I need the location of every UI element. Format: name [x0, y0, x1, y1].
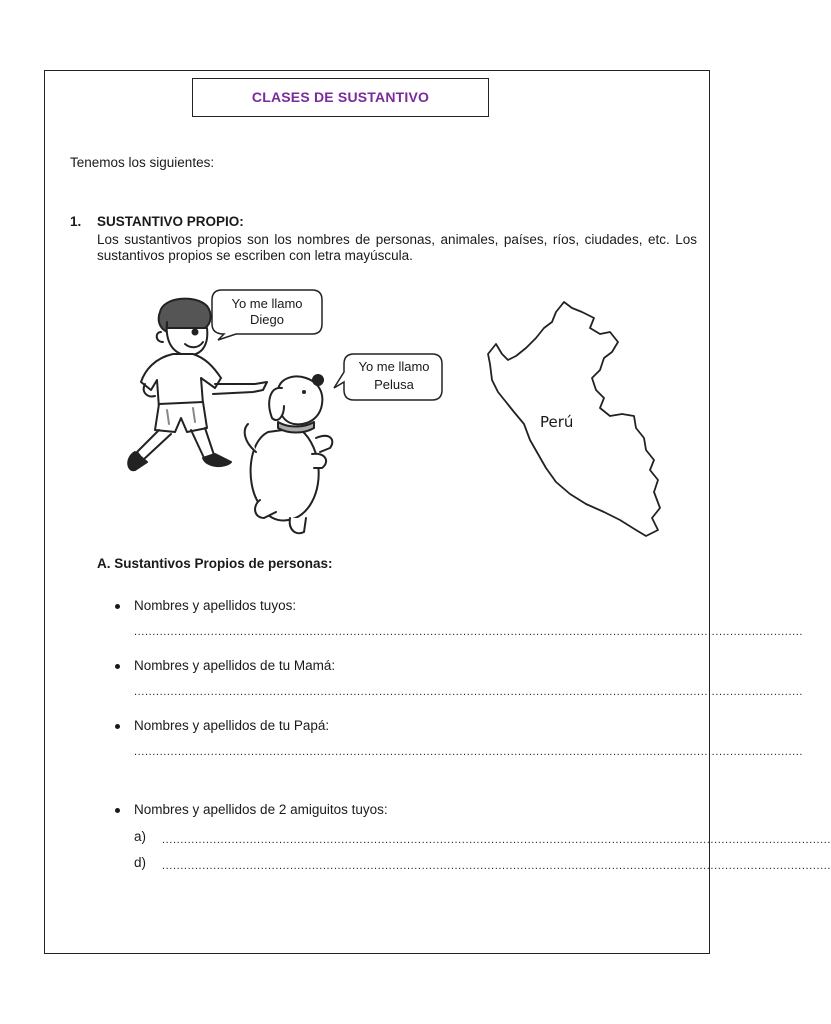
item-label: Nombres y apellidos tuyos:: [134, 598, 297, 613]
friend-letter: d): [134, 855, 147, 870]
bullet-dot: [115, 604, 120, 609]
map-label: Perú: [540, 413, 574, 431]
peru-map: [486, 298, 672, 542]
boy-bubble-line1: Yo me llamo: [231, 296, 303, 311]
bullet-dot: [115, 664, 120, 669]
bullet-dot: [115, 724, 120, 729]
bullet-dot: [115, 808, 120, 813]
section-paragraph: Los sustantivos propios son los nombres de personas, animales, países, ríos, ciudades, etc. Los sustantivos propios se escriben con letra mayúscula.: [97, 232, 697, 263]
boy-bubble-line2: Diego: [250, 312, 284, 327]
dog-bubble-line1: Yo me llamo: [358, 359, 430, 374]
fill-line[interactable]: .......................................................................................................................................................................................: [134, 746, 804, 758]
friend-letter: a): [134, 829, 147, 844]
item-label: Nombres y apellidos de tu Mamá:: [134, 658, 336, 673]
section-number: 1.: [70, 214, 82, 229]
item-label: Nombres y apellidos de 2 amiguitos tuyos:: [134, 802, 388, 817]
dog-bubble-line2: Pelusa: [374, 377, 414, 392]
fill-line[interactable]: .......................................................................................................................................................................................: [134, 686, 804, 698]
fill-line[interactable]: .......................................................................................................................................................................................: [134, 626, 804, 638]
fill-line[interactable]: .......................................................................................................................................................................................: [162, 834, 831, 846]
item-label: Nombres y apellidos de tu Papá:: [134, 718, 330, 733]
fill-line[interactable]: .......................................................................................................................................................................................: [162, 860, 831, 872]
page-title: CLASES DE SUSTANTIVO: [192, 78, 489, 117]
intro-text: Tenemos los siguientes:: [70, 155, 215, 170]
section-heading: SUSTANTIVO PROPIO:: [97, 214, 244, 229]
subsection-a-heading: A. Sustantivos Propios de personas:: [97, 556, 333, 571]
